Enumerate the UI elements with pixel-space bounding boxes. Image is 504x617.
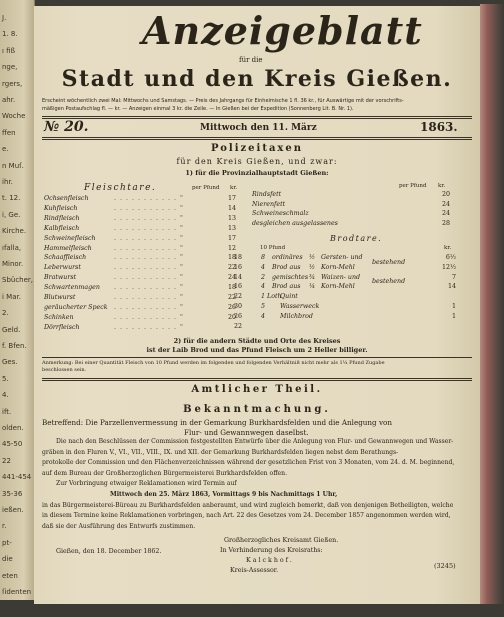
brod-row-weight: 4 [261,283,266,291]
brod-row-desc: gemischtes [272,273,309,281]
brod-weight-col: 16 [233,263,242,271]
prev-page-fragment: 5. [2,374,9,383]
fleisch-item-dots: . . . . . . . . . . . " [114,303,184,311]
prev-page-fragment: Minor. [2,260,24,268]
issue-year: 1863. [420,120,458,134]
fleisch-unit-kr: kr. [230,185,238,191]
brod-header-left: 10 Pfund [260,245,286,251]
brod-weight-col: 26 [233,312,242,320]
fleisch-item-dots: . . . . . . . . . . . " [114,204,184,212]
brod-row-weight: 2 [261,273,266,281]
fett-item-name: Rindsfett [252,191,282,198]
fleisch-item-dots: . . . . . . . . . . . " [114,254,184,262]
brod-extra-desc: Milchbrod [280,312,313,320]
brod-extra-weight: 4 [261,312,266,320]
fleisch-item-name: Hammelfleisch [44,244,92,252]
fleisch-item-price: 18 [227,284,236,292]
polizei-footnote-2: beschlossen sein. [42,367,87,373]
fett-item-name: desgleichen ausgelassenes [252,219,338,227]
brod-row-frac: ¾ [309,273,316,281]
amtlich-title: Amtlicher Theil. [191,384,323,395]
brod-extra-price: 1 [451,312,456,320]
fleischtare-title: Fleischtare. [84,183,157,193]
body-line: in das Bürgermeisterei-Büreau zu Burkhardsfelden anberaumt, und wird zugleich bemerkt, daß von denjenigen Betheiligten, welche [42,501,454,509]
fleisch-item-dots: . . . . . . . . . . . " [114,274,184,282]
prev-page-fragment: r. [2,522,7,531]
body-line: daß sie der Ausführung des Entwurfs zustimmen. [42,522,196,530]
polizei-title: Polizeitaxen [210,143,304,154]
fleisch-item-name: Blutwurst [44,294,76,301]
polizei-subtitle: für den Kreis Gießen, und zwar: [176,157,338,166]
fleisch-item-price: 17 [227,195,236,202]
brod-extra-price: 1 [451,302,456,310]
masthead-subtitle: Stadt und den Kreis Gießen. [61,66,453,92]
prev-page-fragment: nge, [2,63,18,72]
prev-page-fragment: Ges. [2,358,18,367]
fleisch-item-name: Schaaffleisch [44,254,87,262]
fett-item-price: 28 [441,219,450,227]
fleisch-item-price: 22 [227,294,236,301]
fleisch-item-name: Schinken [44,313,74,321]
fleisch-item-name: Schweinefleisch [44,234,96,242]
brod-row-price: 7 [451,273,456,281]
prev-page-fragment: rgers, [2,79,23,88]
prev-page-fragment: 45-50 [2,440,23,449]
brod-row-weight: 4 [261,263,266,271]
fleisch-item-name: Dörrfleisch [44,323,80,331]
signature-name: Kalckhof. [246,557,294,564]
fleisch-item-name: Schwartenmagen [44,284,100,292]
prev-page-fragment: die [2,555,13,564]
fleisch-item-dots: . . . . . . . . . . . " [114,313,184,321]
masthead-fuer-die: für die [239,56,263,64]
brod-row-weight: 8 [261,254,266,261]
fleisch-item-price: 13 [227,214,236,222]
fleisch-item-dots: . . . . . . . . . . . " [114,244,184,252]
prev-page-fragment: ihr. [2,178,13,186]
fleisch-item-price: 22 [227,264,236,272]
masthead-rule-top [42,116,472,119]
prev-page-fragment: J. [2,14,7,22]
prev-page-fragment: ı fiß [2,46,15,55]
prev-page-fragment: Geld. [2,325,21,334]
masthead-info-line-2: mäßigen Postaufschlag fl. — kr. — Anzeigen einmal 3 kr. die Zeile. — In Gießen bei der Expedition (Sonnenberg Lit. B. Nr. 1). [42,106,354,112]
previous-page-fragment [0,0,35,600]
masthead-title: Anzeigeblatt [142,8,423,53]
issue-number: № 20. [44,119,89,135]
brod-row-desc: Brod aus [272,283,301,291]
prev-page-fragment: 35-36 [2,489,23,498]
polizei-section-1: 1) für die Provinzialhauptstadt Gießen: [185,169,329,177]
fleisch-item-dots: . . . . . . . . . . . " [114,214,184,222]
polizei-rule [42,357,472,358]
polizei-section-2: 2) für die andern Städte und Orte des Kreises [173,337,341,345]
brod-row-frac: ¼ [309,283,316,291]
fleisch-item-dots: . . . . . . . . . . . " [114,323,184,331]
prev-page-fragment: ffen [2,128,16,137]
body-line: gräben in den Fluren V., VI., VII., VIII., IX. und XII. der Gemarkung Burkhardsfelden liegen nebst dem Berathungs- [42,448,399,456]
fleisch-item-dots: . . . . . . . . . . . " [114,224,184,232]
prev-page-fragment: 1. 8. [2,30,18,39]
body-line: auf dem Bureau der Großherzoglichen Bürgermeisterei Burkhardsfelden offen. [42,469,288,477]
body-line: Mittwoch den 25. März 1863, Vormittags 9 bis Nachmittags 1 Uhr, [110,491,338,498]
fett-item-price: 24 [441,200,450,208]
brod-weight-col: 22 [233,322,242,330]
fett-item-price: 20 [441,191,450,198]
fett-item-name: Nierenfett [252,200,286,208]
fleisch-item-dots: . . . . . . . . . . . " [114,284,184,292]
section-rule [42,378,472,381]
fleisch-item-price: 12 [227,244,236,252]
brod-extra-desc: Wasserweck [280,302,320,310]
brod-weight-col: 16 [233,283,242,291]
brod-weight-col: 30 [233,303,242,310]
betreffend-line-2: Flur- und Gewannwegen daselbst. [184,428,309,437]
fleisch-item-price: 17 [227,234,236,242]
prev-page-fragment: Woche [2,112,26,121]
masthead-rule-bottom [42,137,472,140]
fleisch-item-dots: . . . . . . . . . . . " [114,264,184,272]
brod-row-desc: ordinäres [272,254,303,261]
prev-page-fragment: 4. [2,391,9,400]
polizei-section-2b: ist der Laib Brod und das Pfund Fleisch um 2 Heller billiger. [146,346,368,354]
fleisch-item-price: 20 [227,313,236,321]
fleisch-item-name: geräucherter Speck [44,303,108,311]
brod-extra-desc: Quint [280,293,298,300]
brod-bestehend-1: bestehend [372,259,406,266]
masthead-info-line-1: Erscheint wöchentlich zwei Mal: Mittwochs und Samstags. — Preis des Jahrgangs für Einheimische 1 fl. 36 kr., für Auswärtige mit der vorschrifts- [42,98,404,104]
fleisch-item-name: Kuhfleisch [44,204,78,212]
prev-page-fragment: 441-454 [2,473,32,482]
fleisch-item-price: 14 [227,204,236,212]
fleisch-item-name: Leberwurst [44,264,81,272]
fleisch-item-name: Rindfleisch [44,214,80,222]
prev-page-fragment: 2. [2,309,9,318]
prev-page-fragment: eten [2,571,18,580]
issue-date: Mittwoch den 11. März [200,123,317,133]
fleisch-item-dots: . . . . . . . . . . . " [114,195,184,202]
brod-row-price: 14 [447,283,456,291]
fleisch-item-dots: . . . . . . . . . . . " [114,234,184,242]
prev-page-fragment: Kirche. [2,227,27,236]
fleisch-item-price: 13 [227,224,236,232]
body-line: Zur Vorbringung etwaiger Reklamationen wird Termin auf [56,480,237,488]
brod-row-frac: ½ [309,254,316,261]
prev-page-fragment: t. 12. [2,194,21,203]
prev-page-fragment: i, Ge. [2,210,21,219]
prev-page-fragment: ift. [2,407,12,416]
fett-item-price: 24 [441,210,450,217]
brod-weight-col: 22 [233,293,242,301]
right-unit-kr: kr. [438,183,446,189]
newspaper-page [34,6,480,604]
prev-page-fragment: f. Bfen. [2,342,27,350]
signature-note: In Verhinderung des Kreisraths: [220,547,323,554]
prev-page-fragment: 22 [2,456,11,465]
prev-page-fragment: ahr. [2,96,16,104]
prev-page-fragment: ıfalla, [2,243,22,252]
prev-page-fragment: e. [2,145,9,154]
betreffend-line-1: Betreffend: Die Parzellenvermessung in der Gemarkung Burkhardsfelden und die Anlegung von [42,418,392,427]
brodtare-title: Brodtare. [330,234,383,243]
fleisch-item-name: Kalbfleisch [44,224,80,232]
signature-title: Kreis-Assessor. [230,567,279,574]
polizei-footnote-1: Anmerkung: Bei einer Quantität Fleisch von 10 Pfund werden im folgenden und folgenden Verhältniß nicht mehr als 1¼ Pfund Zugabe [42,360,385,366]
brod-weight-col: 14 [233,273,242,281]
brod-extra-weight: 5 [261,302,266,310]
fleisch-item-dots: . . . . . . . . . . . " [114,294,184,301]
brod-row-desc: Brod aus [272,263,301,271]
body-line: Die nach den Beschlüssen der Commission festgestellten Entwürfe über die Anlegung von Flur- und Gewannwegen und Wasser- [56,438,454,445]
reference-number: (3245) [434,562,456,570]
fett-item-name: Schweineschmalz [252,210,309,217]
brod-bestehend-2: bestehend [372,278,406,285]
fleisch-item-name: Bratwurst [44,274,77,282]
signature-authority: Großherzogliches Kreisamt Gießen. [224,537,339,544]
brod-row-grain: Korn-Mehl [321,263,355,271]
brod-row-grain: Waizen- und [321,273,361,281]
place-date: Gießen, den 18. December 1862. [56,548,162,555]
brod-row-price: 6½ [445,254,456,261]
brod-weight-col: 18 [233,254,242,261]
brod-row-price: 12½ [442,263,457,271]
body-line: protokolle der Commission und den Flächenverzeichnissen während der gesetzlichen Frist von 3 Monaten, vom 24. d. M. beginnend, [42,459,455,467]
fleisch-item-price: 18 [227,254,236,262]
right-unit-header: per Pfund [399,183,427,189]
prev-page-fragment: Sbücher, [2,276,34,285]
brod-row-grain: Gersten- und [321,254,363,261]
fleisch-item-price: 26 [227,303,236,311]
brod-row-frac: ½ [309,263,316,271]
fleisch-unit-header: per Pfund [192,185,220,191]
brod-extra-weight: 1 Loth [261,293,282,300]
bekanntmachung-title: Bekanntmachung. [183,404,331,415]
prev-page-fragment: ießen. [2,506,24,514]
prev-page-fragment: olden. [2,424,24,432]
fleisch-item-name: Ochsenfleisch [44,195,89,202]
prev-page-fragment: ſidenten [2,588,32,596]
brod-row-grain: Korn-Mehl [321,283,355,291]
brod-unit-kr: kr. [444,245,452,251]
body-line: in diesem Termine keine Reklamationen vorbringen, nach Art. 22 des Gesetzes vom 24. December 1857 angenommen werden wird, [42,512,451,520]
fleisch-item-price: 24 [227,274,236,282]
prev-page-fragment: pt- [2,538,12,547]
prev-page-fragment: i Mar. [2,292,21,301]
book-edge [480,4,504,604]
prev-page-fragment: n Muſ. [2,161,24,170]
